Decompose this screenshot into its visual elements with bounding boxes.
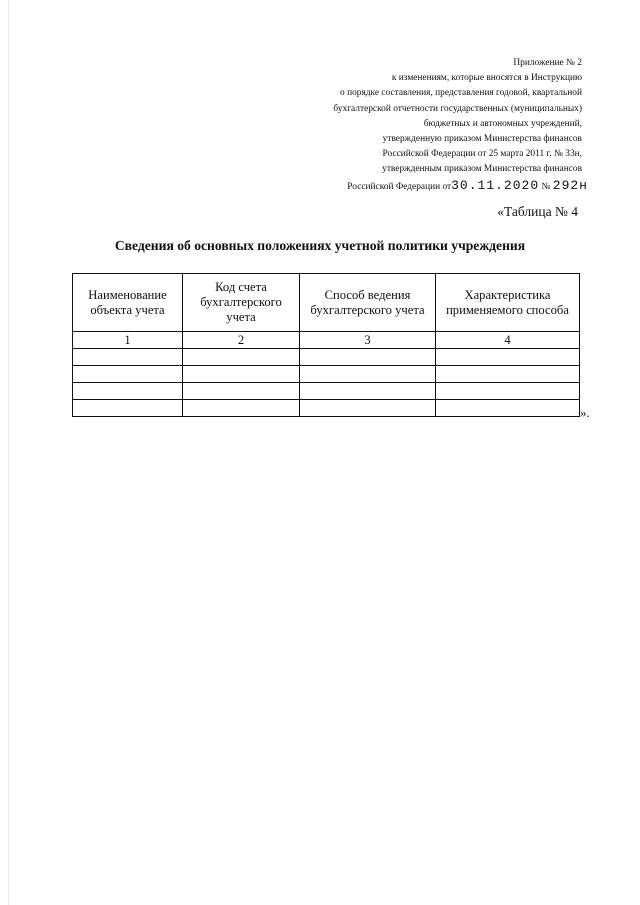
table-header-row: [73, 274, 580, 332]
scan-edge: [8, 0, 9, 905]
table-cell: [300, 349, 436, 366]
column-header: Код счета бухгалтерского учета: [183, 274, 300, 332]
header-line: к изменениям, которые вносятся в Инструкцию: [391, 73, 582, 84]
header-line: о порядке составления, представления годовой, квартальной: [340, 88, 582, 99]
header-line: бюджетных и автономных учреждений,: [423, 118, 582, 129]
table-cell: [300, 366, 436, 383]
header-line: бухгалтерской отчетности государственных (муниципальных): [333, 103, 582, 114]
accounting-policy-table: [72, 273, 580, 417]
table-row: [73, 349, 580, 366]
table-cell: [183, 400, 300, 417]
closing-quote-mark: ».: [580, 405, 590, 420]
table-cell: [436, 349, 580, 366]
header-line: утвержденную приказом Министерства финансов: [382, 134, 582, 145]
table-row: [73, 366, 580, 383]
table-cell: [183, 383, 300, 400]
table-row: [73, 400, 580, 417]
header-line: Российской Федерации от 25 марта 2011 г. № 33н,: [382, 149, 582, 160]
column-header: Способ ведения бухгалтерского учета: [300, 274, 436, 332]
date-stamp: 30.11.2020: [451, 177, 540, 193]
table-cell: [300, 400, 436, 417]
document-title: Сведения об основных положениях учетной политики учреждения: [114, 238, 526, 253]
table-cell: [300, 383, 436, 400]
column-header: Наименование объекта учета: [73, 274, 183, 332]
header-line: утвержденным приказом Министерства финансов: [382, 164, 582, 175]
column-number: 4: [436, 332, 580, 349]
column-header: Характеристика применяемого способа: [436, 274, 580, 332]
table-cell: [73, 400, 183, 417]
order-date-line: [252, 178, 588, 195]
appendix-header: [252, 56, 588, 195]
header-line: Приложение № 2: [513, 58, 582, 68]
table-cell: [183, 349, 300, 366]
number-prefix: №: [541, 181, 551, 192]
table-cell: [73, 366, 183, 383]
column-number: 3: [300, 332, 436, 349]
table-cell: [436, 383, 580, 400]
table-label: «Таблица № 4: [497, 204, 578, 219]
table-cell: [73, 349, 183, 366]
number-stamp: 292н: [552, 177, 588, 193]
table-row: [73, 383, 580, 400]
table-cell: [436, 400, 580, 417]
column-number: 1: [73, 332, 183, 349]
table-cell: [73, 383, 183, 400]
table-cell: [183, 366, 300, 383]
column-number-row: [73, 332, 580, 349]
column-number: 2: [183, 332, 300, 349]
table-cell: [436, 366, 580, 383]
date-prefix: Российской Федерации от: [347, 181, 452, 192]
